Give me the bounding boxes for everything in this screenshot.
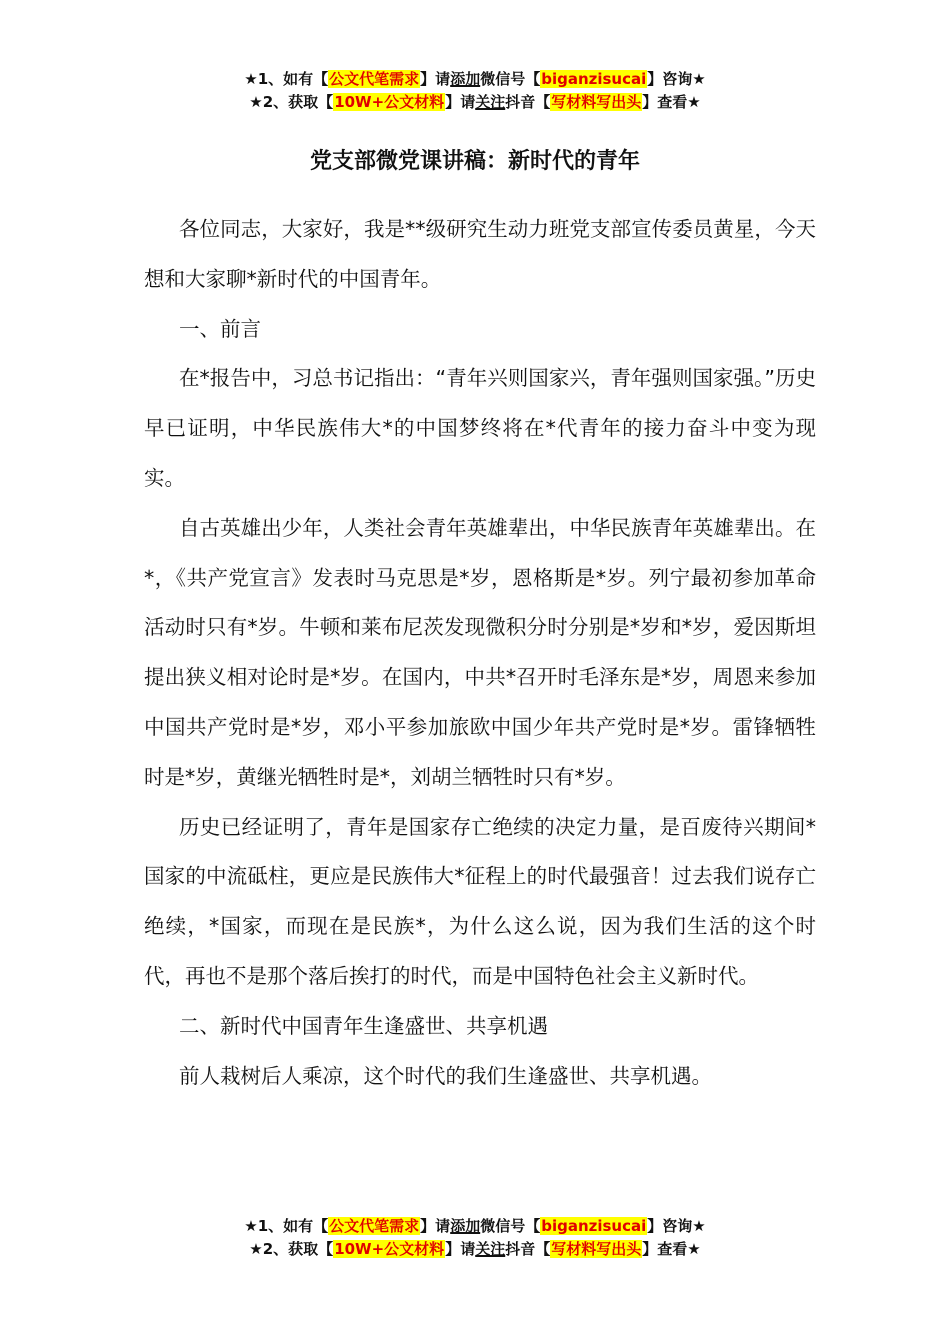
promo-text: 】咨询★: [647, 70, 706, 88]
promo-underlined-text: 关注: [475, 93, 506, 111]
promo-highlight-wechat-id: biganzisucai: [541, 70, 647, 88]
promo-text: 】请: [445, 93, 476, 111]
promo-text: ★1、如有【: [244, 70, 329, 88]
promo-text: 】咨询★: [647, 1217, 706, 1235]
promo-line-2: [0, 91, 950, 114]
promo-highlight: 公文代笔需求: [329, 70, 420, 88]
promo-highlight: 公文代笔需求: [329, 1217, 420, 1235]
promo-highlight-douyin-id: 写材料写出头: [551, 1240, 642, 1258]
paragraph: 自古英雄出少年，人类社会青年英雄辈出，中华民族青年英雄辈出。在*，《共产党宣言》发表时马克思是*岁，恩格斯是*岁。列宁最初参加革命活动时只有*岁。牛顿和莱布尼茨发现微积分时分别是*岁和*岁，爱因斯坦提出狭义相对论时是*岁。在国内，中共*召开时毛泽东是*岁，周恩来参加中国共产党时是*岁，邓小平参加旅欧中国少年共产党时是*岁。雷锋牺牲时是*岁，黄继光牺牲时是*，刘胡兰牺牲时只有*岁。: [144, 515, 816, 789]
promo-text: 】请: [420, 70, 451, 88]
promo-text: ★2、获取【: [249, 93, 334, 111]
promo-highlight-douyin-id: 写材料写出头: [551, 93, 642, 111]
section-heading-preface: 一、前言: [179, 316, 261, 341]
promo-text: ★1、如有【: [244, 1217, 329, 1235]
promo-line-1: [0, 68, 950, 91]
promo-text: 】查看★: [642, 1240, 701, 1258]
document-title: 党支部微党课讲稿：新时代的青年: [309, 149, 640, 174]
promo-text: 】查看★: [642, 93, 701, 111]
header-promo-banner: [0, 68, 950, 114]
promo-highlight: 10W+公文材料: [334, 1240, 445, 1258]
paragraph: 历史已经证明了，青年是国家存亡绝续的决定力量，是百废待兴期间*国家的中流砥柱，更应是民族伟大*征程上的时代最强音！过去我们说存亡绝续，*国家，而现在是民族*，为什么这么说，因为我们生活的这个时代，再也不是那个落后挨打的时代，而是中国特色社会主义新时代。: [144, 814, 816, 988]
promo-text: 】请: [420, 1217, 451, 1235]
promo-line-1: [0, 1215, 950, 1238]
promo-text: 微信号【: [480, 70, 541, 88]
paragraph: 前人栽树后人乘凉，这个时代的我们生逢盛世、共享机遇。: [179, 1063, 712, 1088]
promo-underlined-text: 关注: [475, 1240, 506, 1258]
promo-text: 微信号【: [480, 1217, 541, 1235]
promo-underlined-text: 添加: [450, 1217, 481, 1235]
promo-text: ★2、获取【: [249, 1240, 334, 1258]
promo-text: 抖音【: [505, 93, 551, 111]
promo-text: 】请: [445, 1240, 476, 1258]
paragraph-greeting: 各位同志，大家好，我是**级研究生动力班党支部宣传委员黄星，今天想和大家聊*新时代的中国青年。: [144, 217, 816, 291]
paragraph: 在*报告中，习总书记指出：“青年兴则国家兴，青年强则国家强。”历史早已证明，中华民族伟大*的中国梦终将在*代青年的接力奋斗中变为现实。: [144, 366, 816, 490]
promo-line-2: [0, 1238, 950, 1261]
promo-highlight: 10W+公文材料: [334, 93, 445, 111]
promo-underlined-text: 添加: [450, 70, 481, 88]
document-body: [144, 205, 816, 1101]
section-heading-new-era: 二、新时代中国青年生逢盛世、共享机遇: [179, 1013, 548, 1038]
promo-text: 抖音【: [505, 1240, 551, 1258]
promo-highlight-wechat-id: biganzisucai: [541, 1217, 647, 1235]
footer-promo-banner: [0, 1215, 950, 1261]
